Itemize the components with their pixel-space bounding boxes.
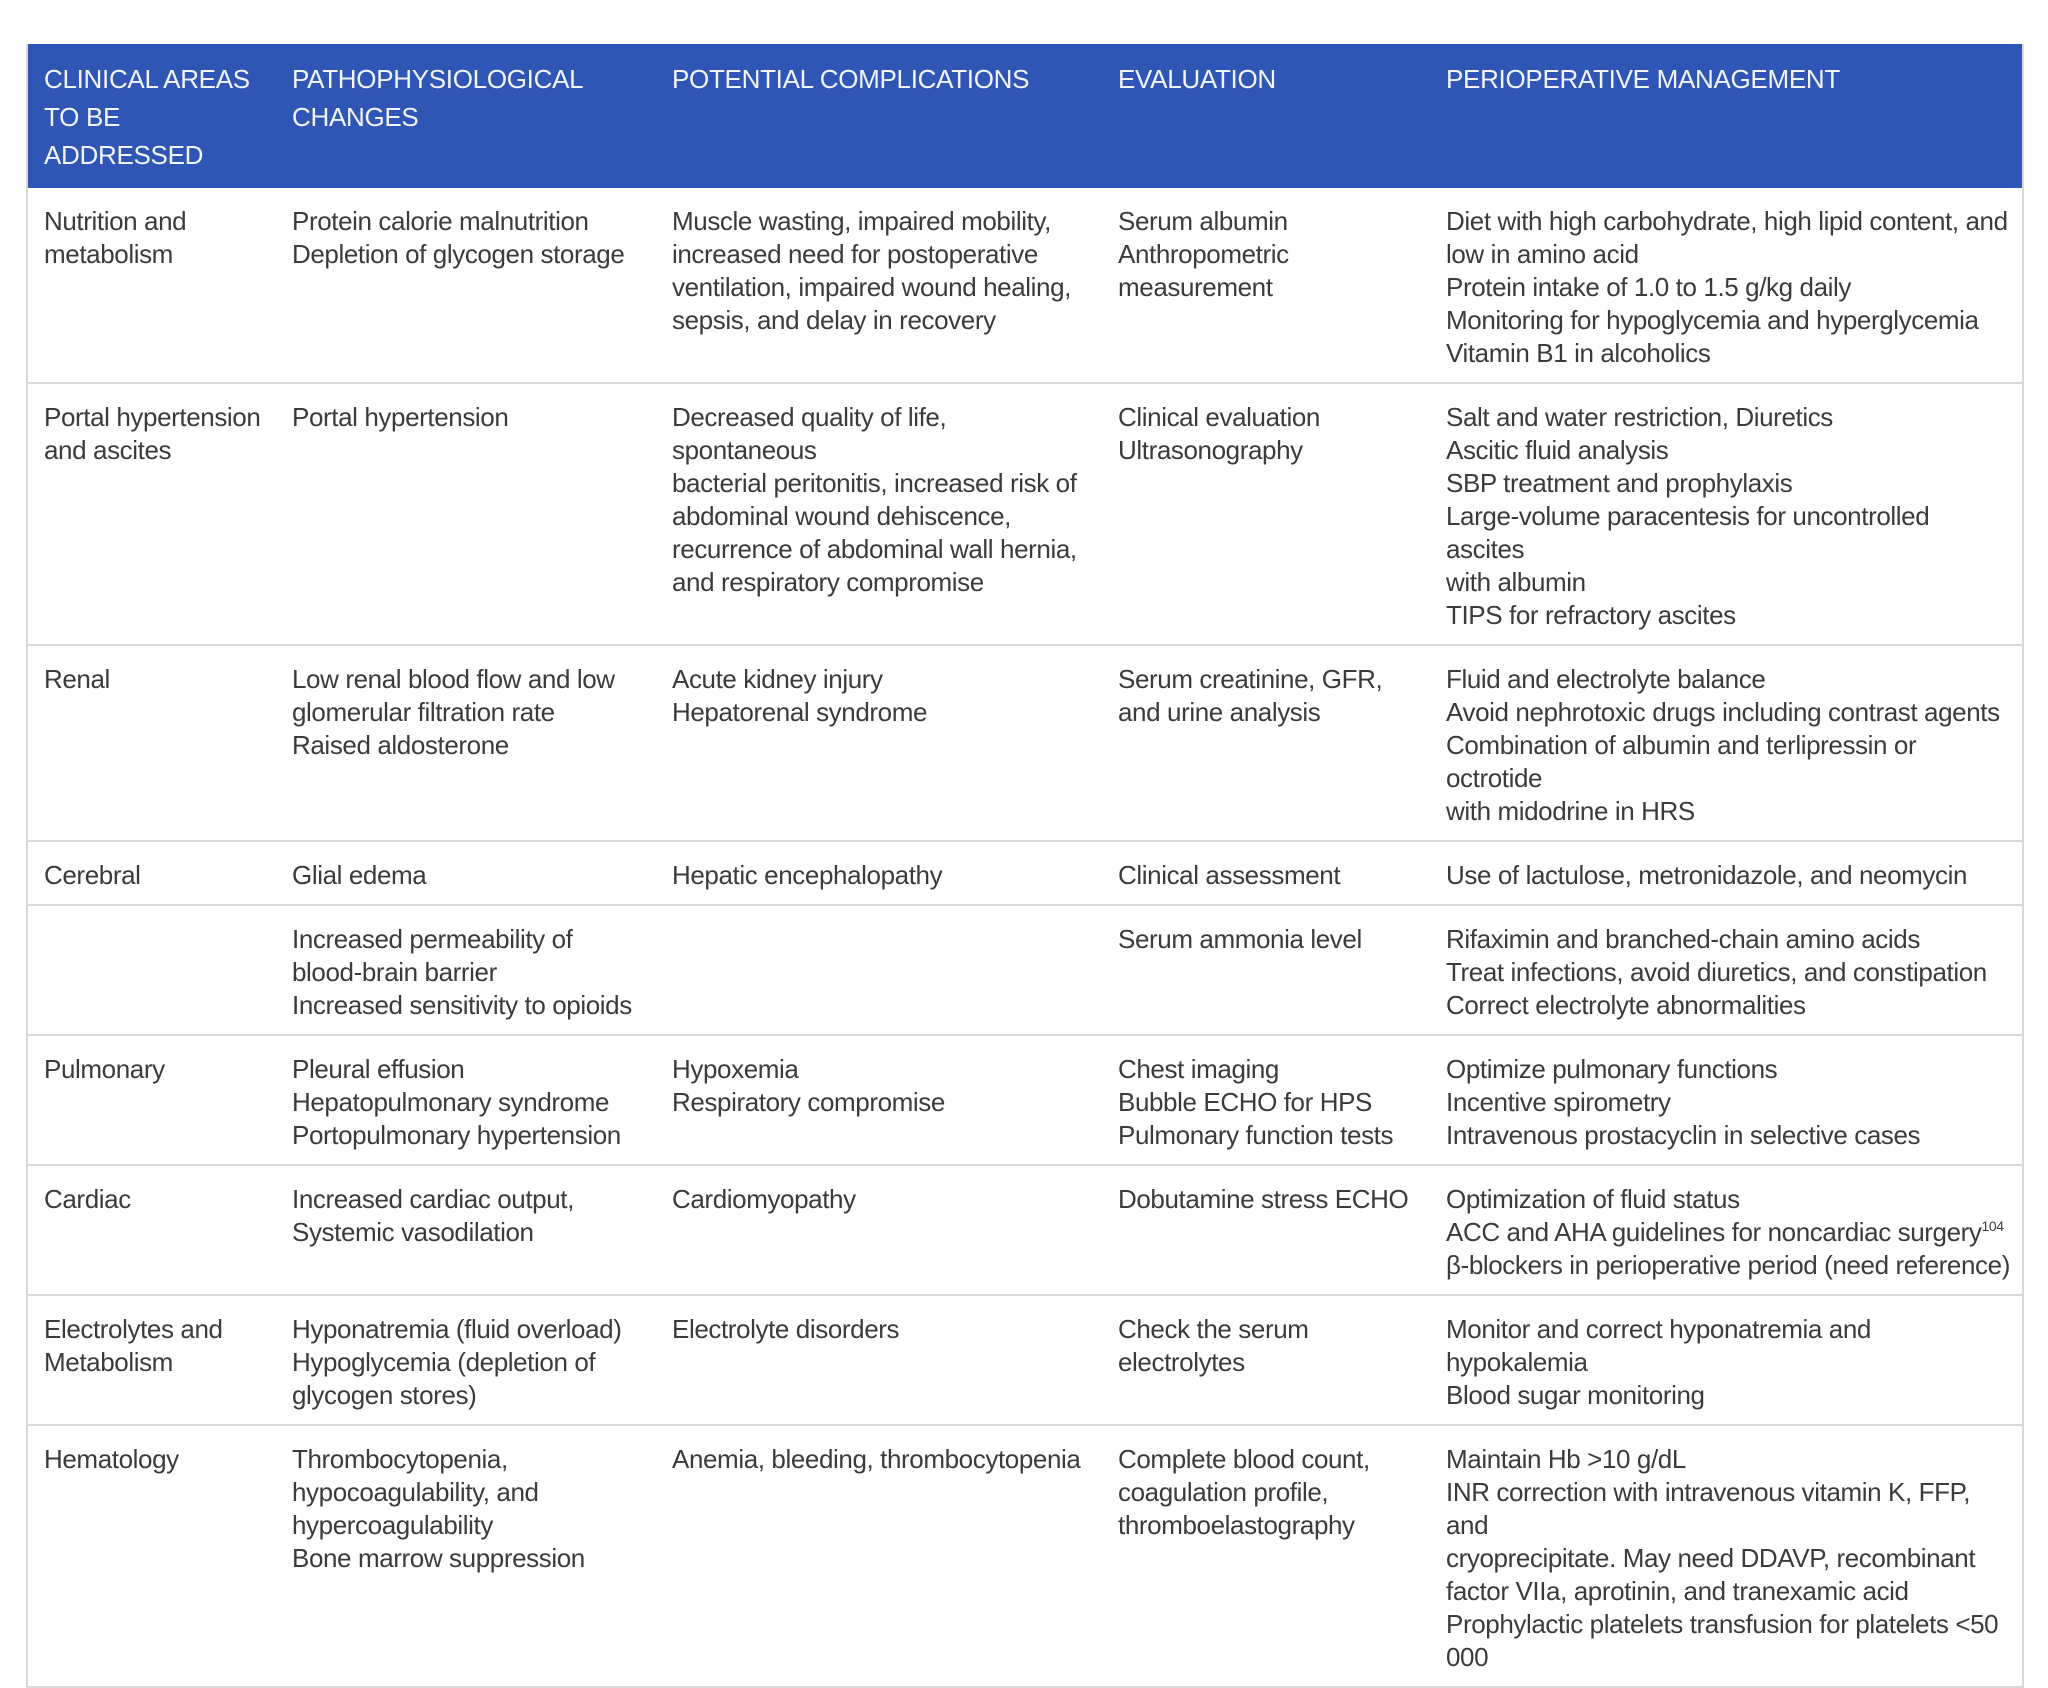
cell-changes: Portal hypertension	[292, 402, 509, 432]
table-body	[28, 188, 2022, 1686]
cell-management: Optimize pulmonary functions Incentive spirometry Intravenous prostacyclin in selective cases	[1446, 1054, 1921, 1150]
cell-changes: Pleural effusion Hepatopulmonary syndrome Portopulmonary hypertension	[292, 1054, 621, 1150]
cell-area: Pulmonary	[44, 1054, 165, 1084]
header-clinical-areas: CLINICAL AREAS TO BE ADDRESSED	[44, 64, 250, 170]
perioperative-table-container	[26, 44, 2024, 1688]
cell-changes: Increased permeability of blood-brain barrier Increased sensitivity to opioids	[292, 924, 632, 1020]
table-row	[28, 645, 2022, 841]
cell-evaluation: Dobutamine stress ECHO	[1118, 1184, 1409, 1214]
cell-complications: Hepatic encephalopathy	[672, 860, 943, 890]
cell-area	[28, 905, 276, 1035]
cell-evaluation: Clinical evaluation Ultrasonography	[1118, 402, 1320, 465]
cell-complications: Decreased quality of life, spontaneous bacterial peritonitis, increased risk of abdominal wound dehiscence, recurrence of abdominal wall hernia, and respiratory compromise	[672, 402, 1077, 597]
cell-evaluation: Complete blood count, coagulation profile, thromboelastography	[1118, 1444, 1370, 1540]
table-header	[28, 44, 2022, 188]
cell-management: Salt and water restriction, Diuretics Ascitic fluid analysis SBP treatment and prophylaxis Large-volume paracentesis for uncontrolled ascites with albumin TIPS for refractory ascites	[1446, 402, 1930, 630]
cell-management	[1430, 1165, 2022, 1295]
cell-area: Cardiac	[44, 1184, 131, 1214]
cell-management: Maintain Hb >10 g/dL INR correction with intravenous vitamin K, FFP, and cryoprecipitate. May need DDAVP, recombinant factor VIIa, aprotinin, and tranexamic acid Prophylactic platelets transfusion for platelets <50 000	[1446, 1444, 1999, 1672]
cell-complications: Muscle wasting, impaired mobility, increased need for postoperative ventilation, impaired wound healing, sepsis, and delay in recovery	[672, 206, 1071, 335]
cell-area: Nutrition and metabolism	[44, 206, 187, 269]
cell-complications: Anemia, bleeding, thrombocytopenia	[672, 1444, 1081, 1474]
perioperative-management-table	[28, 44, 2022, 1686]
cell-complications	[656, 905, 1102, 1035]
header-pathophysiological-changes: PATHOPHYSIOLOGICAL CHANGES	[292, 64, 584, 132]
table-row	[28, 905, 2022, 1035]
header-row	[28, 44, 2022, 188]
reference-superscript: 104	[1981, 1218, 2004, 1234]
header-perioperative-management: PERIOPERATIVE MANAGEMENT	[1446, 64, 1840, 94]
cell-changes: Thrombocytopenia, hypocoagulability, and hypercoagulability Bone marrow suppression	[292, 1444, 585, 1573]
cell-evaluation: Clinical assessment	[1118, 860, 1341, 890]
table-row	[28, 383, 2022, 645]
management-text-part2: β-blockers in perioperative period (need reference)	[1446, 1250, 2010, 1280]
cell-changes: Increased cardiac output, Systemic vasodilation	[292, 1184, 574, 1247]
management-text-part1: Optimization of fluid status ACC and AHA guidelines for noncardiac surgery	[1446, 1184, 1982, 1247]
cell-area: Cerebral	[44, 860, 141, 890]
cell-area: Electrolytes and Metabolism	[44, 1314, 223, 1377]
cell-complications: Cardiomyopathy	[672, 1184, 856, 1214]
cell-complications: Acute kidney injury Hepatorenal syndrome	[672, 664, 928, 727]
cell-changes: Glial edema	[292, 860, 427, 890]
cell-management: Use of lactulose, metronidazole, and neomycin	[1446, 860, 1968, 890]
cell-area: Hematology	[44, 1444, 179, 1474]
cell-area: Portal hypertension and ascites	[44, 402, 261, 465]
table-row	[28, 1295, 2022, 1425]
cell-management: Monitor and correct hyponatremia and hypokalemia Blood sugar monitoring	[1446, 1314, 1871, 1410]
cell-changes: Protein calorie malnutrition Depletion of glycogen storage	[292, 206, 625, 269]
table-row	[28, 188, 2022, 383]
cell-evaluation: Serum ammonia level	[1118, 924, 1362, 954]
table-row	[28, 1425, 2022, 1686]
cell-management: Diet with high carbohydrate, high lipid content, and low in amino acid Protein intake of 1.0 to 1.5 g/kg daily Monitoring for hypoglycemia and hyperglycemia Vitamin B1 in alcoholics	[1446, 206, 2008, 368]
cell-changes: Low renal blood flow and low glomerular filtration rate Raised aldosterone	[292, 664, 615, 760]
cell-complications: Electrolyte disorders	[672, 1314, 900, 1344]
cell-area: Renal	[44, 664, 110, 694]
cell-complications: Hypoxemia Respiratory compromise	[672, 1054, 945, 1117]
header-evaluation: EVALUATION	[1118, 64, 1276, 94]
cell-evaluation: Serum creatinine, GFR, and urine analysis	[1118, 664, 1383, 727]
header-potential-complications: POTENTIAL COMPLICATIONS	[672, 64, 1030, 94]
cell-changes: Hyponatremia (fluid overload) Hypoglycemia (depletion of glycogen stores)	[292, 1314, 622, 1410]
table-row	[28, 841, 2022, 905]
cell-evaluation: Serum albumin Anthropometric measurement	[1118, 206, 1289, 302]
table-row	[28, 1165, 2022, 1295]
cell-evaluation: Chest imaging Bubble ECHO for HPS Pulmonary function tests	[1118, 1054, 1394, 1150]
table-row	[28, 1035, 2022, 1165]
cell-management: Rifaximin and branched-chain amino acids Treat infections, avoid diuretics, and constipation Correct electrolyte abnormalities	[1446, 924, 1987, 1020]
cell-management: Fluid and electrolyte balance Avoid nephrotoxic drugs including contrast agents Combination of albumin and terlipressin or octrotide with midodrine in HRS	[1446, 664, 2000, 826]
cell-evaluation: Check the serum electrolytes	[1118, 1314, 1309, 1377]
